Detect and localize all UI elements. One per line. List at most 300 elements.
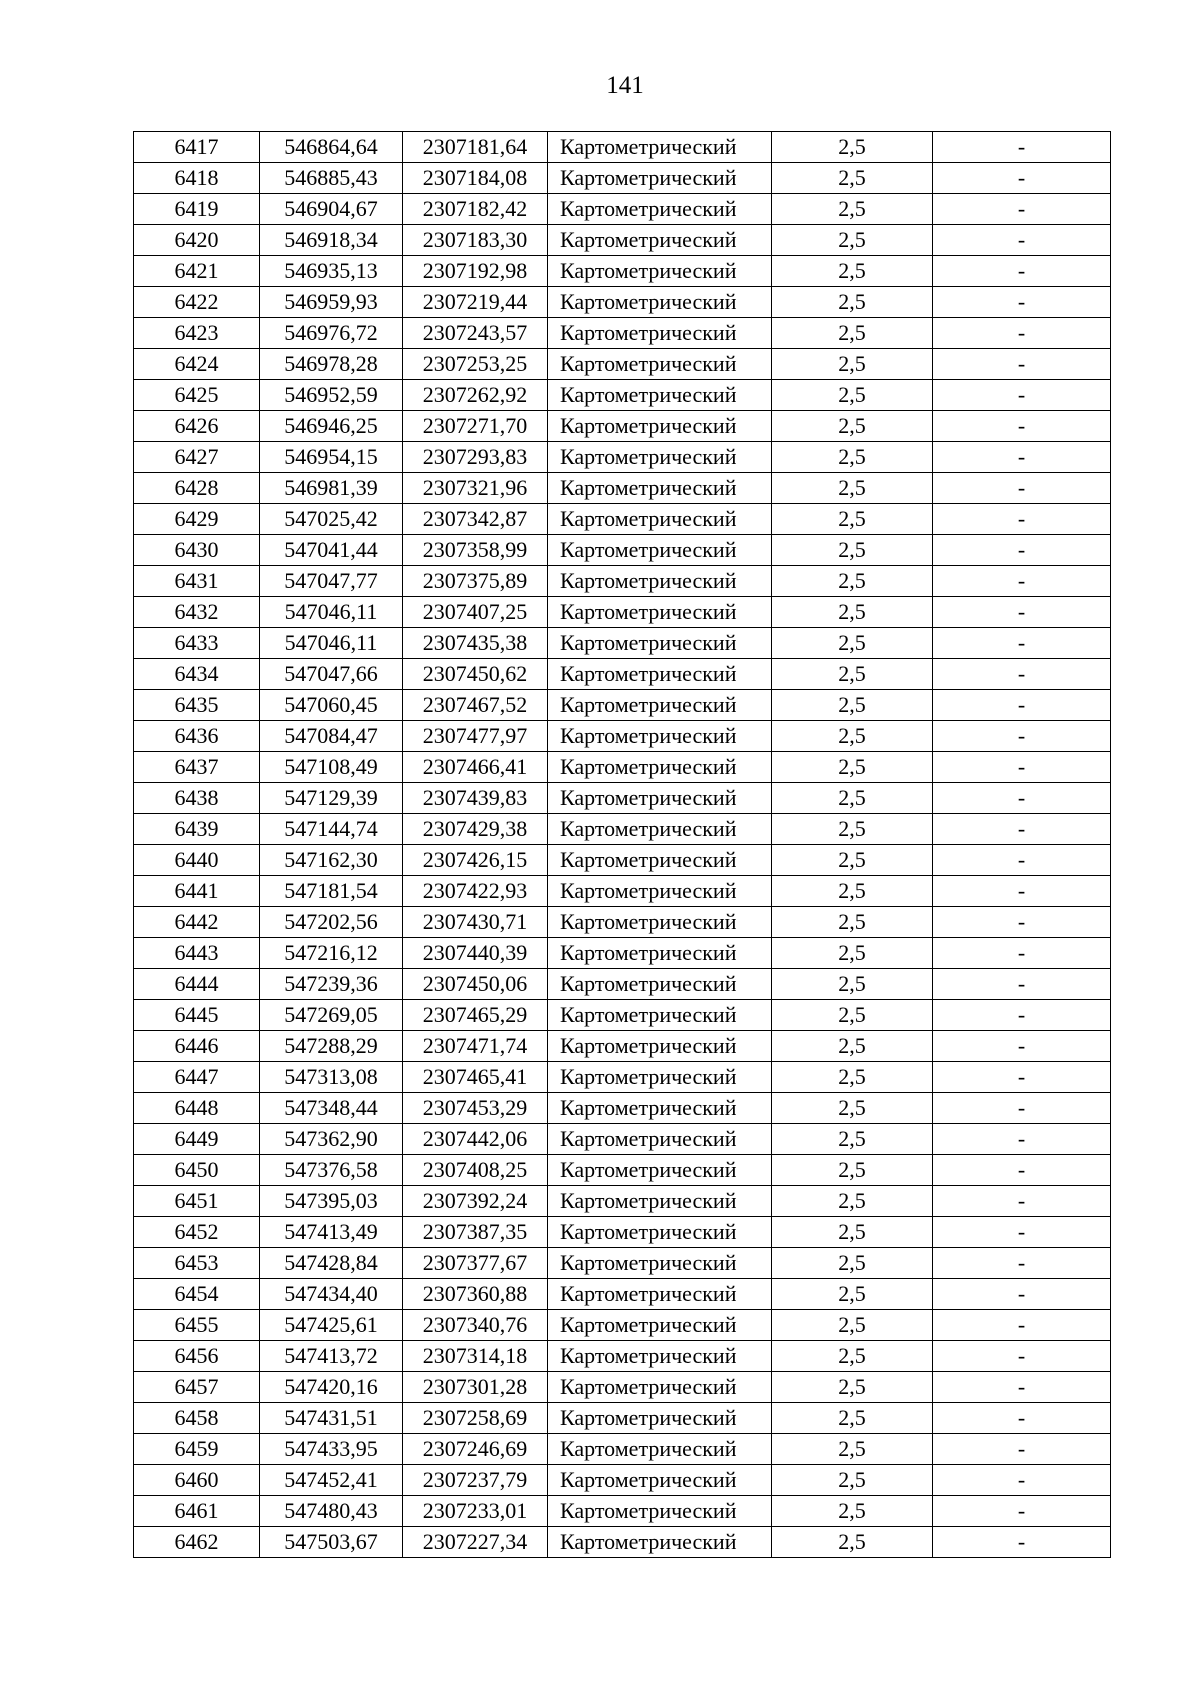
note-cell: -	[933, 194, 1111, 225]
x-coordinate-cell: 547144,74	[260, 814, 403, 845]
table-row	[134, 1341, 1111, 1372]
table-row	[134, 1310, 1111, 1341]
y-coordinate-cell: 2307262,92	[403, 380, 548, 411]
table-row	[134, 1527, 1111, 1558]
y-coordinate-cell: 2307407,25	[403, 597, 548, 628]
y-coordinate-cell: 2307466,41	[403, 752, 548, 783]
method-cell: Картометрический	[548, 597, 772, 628]
y-coordinate-cell: 2307375,89	[403, 566, 548, 597]
point-number-cell: 6435	[134, 690, 260, 721]
note-cell: -	[933, 1124, 1111, 1155]
point-number-cell: 6429	[134, 504, 260, 535]
table-row	[134, 907, 1111, 938]
accuracy-cell: 2,5	[772, 1186, 933, 1217]
note-cell: -	[933, 1310, 1111, 1341]
x-coordinate-cell: 547046,11	[260, 597, 403, 628]
y-coordinate-cell: 2307182,42	[403, 194, 548, 225]
method-cell: Картометрический	[548, 907, 772, 938]
note-cell: -	[933, 1465, 1111, 1496]
note-cell: -	[933, 752, 1111, 783]
note-cell: -	[933, 1217, 1111, 1248]
table-row	[134, 845, 1111, 876]
x-coordinate-cell: 546904,67	[260, 194, 403, 225]
method-cell: Картометрический	[548, 1155, 772, 1186]
table-row	[134, 194, 1111, 225]
method-cell: Картометрический	[548, 814, 772, 845]
note-cell: -	[933, 1527, 1111, 1558]
table-row	[134, 225, 1111, 256]
accuracy-cell: 2,5	[772, 225, 933, 256]
point-number-cell: 6446	[134, 1031, 260, 1062]
note-cell: -	[933, 1000, 1111, 1031]
method-cell: Картометрический	[548, 721, 772, 752]
x-coordinate-cell: 547420,16	[260, 1372, 403, 1403]
x-coordinate-cell: 546885,43	[260, 163, 403, 194]
method-cell: Картометрический	[548, 969, 772, 1000]
note-cell: -	[933, 1279, 1111, 1310]
note-cell: -	[933, 1434, 1111, 1465]
x-coordinate-cell: 547425,61	[260, 1310, 403, 1341]
y-coordinate-cell: 2307450,62	[403, 659, 548, 690]
point-number-cell: 6439	[134, 814, 260, 845]
accuracy-cell: 2,5	[772, 628, 933, 659]
point-number-cell: 6442	[134, 907, 260, 938]
accuracy-cell: 2,5	[772, 1062, 933, 1093]
point-number-cell: 6449	[134, 1124, 260, 1155]
y-coordinate-cell: 2307440,39	[403, 938, 548, 969]
table-row	[134, 1062, 1111, 1093]
y-coordinate-cell: 2307467,52	[403, 690, 548, 721]
x-coordinate-cell: 546981,39	[260, 473, 403, 504]
y-coordinate-cell: 2307184,08	[403, 163, 548, 194]
y-coordinate-cell: 2307465,29	[403, 1000, 548, 1031]
method-cell: Картометрический	[548, 938, 772, 969]
x-coordinate-cell: 547108,49	[260, 752, 403, 783]
accuracy-cell: 2,5	[772, 1000, 933, 1031]
accuracy-cell: 2,5	[772, 876, 933, 907]
note-cell: -	[933, 783, 1111, 814]
table-row	[134, 411, 1111, 442]
accuracy-cell: 2,5	[772, 318, 933, 349]
table-row	[134, 473, 1111, 504]
note-cell: -	[933, 690, 1111, 721]
accuracy-cell: 2,5	[772, 1124, 933, 1155]
point-number-cell: 6432	[134, 597, 260, 628]
note-cell: -	[933, 225, 1111, 256]
table-row	[134, 1093, 1111, 1124]
method-cell: Картометрический	[548, 1496, 772, 1527]
x-coordinate-cell: 547047,77	[260, 566, 403, 597]
x-coordinate-cell: 547288,29	[260, 1031, 403, 1062]
coordinates-table-body	[134, 132, 1111, 1558]
accuracy-cell: 2,5	[772, 1372, 933, 1403]
note-cell: -	[933, 1186, 1111, 1217]
method-cell: Картометрический	[548, 1434, 772, 1465]
y-coordinate-cell: 2307442,06	[403, 1124, 548, 1155]
method-cell: Картометрический	[548, 783, 772, 814]
x-coordinate-cell: 547376,58	[260, 1155, 403, 1186]
y-coordinate-cell: 2307219,44	[403, 287, 548, 318]
method-cell: Картометрический	[548, 411, 772, 442]
x-coordinate-cell: 547084,47	[260, 721, 403, 752]
accuracy-cell: 2,5	[772, 814, 933, 845]
point-number-cell: 6452	[134, 1217, 260, 1248]
x-coordinate-cell: 546935,13	[260, 256, 403, 287]
point-number-cell: 6447	[134, 1062, 260, 1093]
table-row	[134, 535, 1111, 566]
table-row	[134, 1217, 1111, 1248]
table-row	[134, 349, 1111, 380]
table-row	[134, 938, 1111, 969]
accuracy-cell: 2,5	[772, 287, 933, 318]
table-row	[134, 659, 1111, 690]
method-cell: Картометрический	[548, 845, 772, 876]
y-coordinate-cell: 2307258,69	[403, 1403, 548, 1434]
accuracy-cell: 2,5	[772, 349, 933, 380]
x-coordinate-cell: 547239,36	[260, 969, 403, 1000]
table-row	[134, 690, 1111, 721]
y-coordinate-cell: 2307301,28	[403, 1372, 548, 1403]
point-number-cell: 6457	[134, 1372, 260, 1403]
note-cell: -	[933, 256, 1111, 287]
table-row	[134, 1155, 1111, 1186]
note-cell: -	[933, 535, 1111, 566]
accuracy-cell: 2,5	[772, 1527, 933, 1558]
y-coordinate-cell: 2307392,24	[403, 1186, 548, 1217]
method-cell: Картометрический	[548, 659, 772, 690]
x-coordinate-cell: 547041,44	[260, 535, 403, 566]
accuracy-cell: 2,5	[772, 907, 933, 938]
accuracy-cell: 2,5	[772, 163, 933, 194]
note-cell: -	[933, 814, 1111, 845]
method-cell: Картометрический	[548, 1527, 772, 1558]
note-cell: -	[933, 1031, 1111, 1062]
accuracy-cell: 2,5	[772, 1031, 933, 1062]
x-coordinate-cell: 546959,93	[260, 287, 403, 318]
method-cell: Картометрический	[548, 1372, 772, 1403]
point-number-cell: 6433	[134, 628, 260, 659]
method-cell: Картометрический	[548, 876, 772, 907]
table-row	[134, 1496, 1111, 1527]
accuracy-cell: 2,5	[772, 969, 933, 1000]
point-number-cell: 6420	[134, 225, 260, 256]
point-number-cell: 6458	[134, 1403, 260, 1434]
method-cell: Картометрический	[548, 1217, 772, 1248]
accuracy-cell: 2,5	[772, 1434, 933, 1465]
accuracy-cell: 2,5	[772, 132, 933, 163]
point-number-cell: 6455	[134, 1310, 260, 1341]
point-number-cell: 6434	[134, 659, 260, 690]
note-cell: -	[933, 628, 1111, 659]
accuracy-cell: 2,5	[772, 1248, 933, 1279]
method-cell: Картометрический	[548, 1248, 772, 1279]
point-number-cell: 6422	[134, 287, 260, 318]
y-coordinate-cell: 2307321,96	[403, 473, 548, 504]
note-cell: -	[933, 132, 1111, 163]
y-coordinate-cell: 2307465,41	[403, 1062, 548, 1093]
note-cell: -	[933, 876, 1111, 907]
method-cell: Картометрический	[548, 318, 772, 349]
x-coordinate-cell: 547060,45	[260, 690, 403, 721]
y-coordinate-cell: 2307430,71	[403, 907, 548, 938]
method-cell: Картометрический	[548, 380, 772, 411]
accuracy-cell: 2,5	[772, 938, 933, 969]
note-cell: -	[933, 163, 1111, 194]
x-coordinate-cell: 547452,41	[260, 1465, 403, 1496]
note-cell: -	[933, 1341, 1111, 1372]
method-cell: Картометрический	[548, 566, 772, 597]
y-coordinate-cell: 2307422,93	[403, 876, 548, 907]
x-coordinate-cell: 546946,25	[260, 411, 403, 442]
point-number-cell: 6428	[134, 473, 260, 504]
method-cell: Картометрический	[548, 752, 772, 783]
x-coordinate-cell: 547202,56	[260, 907, 403, 938]
note-cell: -	[933, 1093, 1111, 1124]
accuracy-cell: 2,5	[772, 597, 933, 628]
point-number-cell: 6441	[134, 876, 260, 907]
point-number-cell: 6431	[134, 566, 260, 597]
table-row	[134, 597, 1111, 628]
accuracy-cell: 2,5	[772, 256, 933, 287]
x-coordinate-cell: 547025,42	[260, 504, 403, 535]
method-cell: Картометрический	[548, 1031, 772, 1062]
table-row	[134, 504, 1111, 535]
point-number-cell: 6425	[134, 380, 260, 411]
y-coordinate-cell: 2307181,64	[403, 132, 548, 163]
y-coordinate-cell: 2307358,99	[403, 535, 548, 566]
accuracy-cell: 2,5	[772, 1310, 933, 1341]
note-cell: -	[933, 504, 1111, 535]
x-coordinate-cell: 546918,34	[260, 225, 403, 256]
accuracy-cell: 2,5	[772, 535, 933, 566]
table-row	[134, 969, 1111, 1000]
accuracy-cell: 2,5	[772, 752, 933, 783]
note-cell: -	[933, 411, 1111, 442]
note-cell: -	[933, 566, 1111, 597]
note-cell: -	[933, 1372, 1111, 1403]
x-coordinate-cell: 547413,49	[260, 1217, 403, 1248]
point-number-cell: 6461	[134, 1496, 260, 1527]
point-number-cell: 6443	[134, 938, 260, 969]
accuracy-cell: 2,5	[772, 566, 933, 597]
coordinates-table	[133, 131, 1111, 1558]
accuracy-cell: 2,5	[772, 411, 933, 442]
y-coordinate-cell: 2307387,35	[403, 1217, 548, 1248]
note-cell: -	[933, 318, 1111, 349]
method-cell: Картометрический	[548, 535, 772, 566]
method-cell: Картометрический	[548, 287, 772, 318]
point-number-cell: 6454	[134, 1279, 260, 1310]
x-coordinate-cell: 547047,66	[260, 659, 403, 690]
x-coordinate-cell: 547431,51	[260, 1403, 403, 1434]
table-row	[134, 876, 1111, 907]
method-cell: Картометрический	[548, 1186, 772, 1217]
note-cell: -	[933, 442, 1111, 473]
table-row	[134, 1031, 1111, 1062]
note-cell: -	[933, 1496, 1111, 1527]
method-cell: Картометрический	[548, 504, 772, 535]
point-number-cell: 6436	[134, 721, 260, 752]
table-row	[134, 132, 1111, 163]
point-number-cell: 6417	[134, 132, 260, 163]
accuracy-cell: 2,5	[772, 442, 933, 473]
method-cell: Картометрический	[548, 1465, 772, 1496]
point-number-cell: 6459	[134, 1434, 260, 1465]
method-cell: Картометрический	[548, 1124, 772, 1155]
accuracy-cell: 2,5	[772, 1217, 933, 1248]
x-coordinate-cell: 547046,11	[260, 628, 403, 659]
table-row	[134, 721, 1111, 752]
x-coordinate-cell: 547129,39	[260, 783, 403, 814]
y-coordinate-cell: 2307233,01	[403, 1496, 548, 1527]
method-cell: Картометрический	[548, 256, 772, 287]
x-coordinate-cell: 546978,28	[260, 349, 403, 380]
note-cell: -	[933, 380, 1111, 411]
y-coordinate-cell: 2307342,87	[403, 504, 548, 535]
method-cell: Картометрический	[548, 1310, 772, 1341]
table-row	[134, 256, 1111, 287]
point-number-cell: 6421	[134, 256, 260, 287]
x-coordinate-cell: 547428,84	[260, 1248, 403, 1279]
method-cell: Картометрический	[548, 473, 772, 504]
note-cell: -	[933, 473, 1111, 504]
method-cell: Картометрический	[548, 163, 772, 194]
accuracy-cell: 2,5	[772, 1496, 933, 1527]
y-coordinate-cell: 2307360,88	[403, 1279, 548, 1310]
x-coordinate-cell: 546864,64	[260, 132, 403, 163]
y-coordinate-cell: 2307237,79	[403, 1465, 548, 1496]
method-cell: Картометрический	[548, 1403, 772, 1434]
y-coordinate-cell: 2307377,67	[403, 1248, 548, 1279]
y-coordinate-cell: 2307408,25	[403, 1155, 548, 1186]
y-coordinate-cell: 2307253,25	[403, 349, 548, 380]
y-coordinate-cell: 2307450,06	[403, 969, 548, 1000]
x-coordinate-cell: 547269,05	[260, 1000, 403, 1031]
table-row	[134, 442, 1111, 473]
method-cell: Картометрический	[548, 1062, 772, 1093]
note-cell: -	[933, 1403, 1111, 1434]
y-coordinate-cell: 2307429,38	[403, 814, 548, 845]
point-number-cell: 6427	[134, 442, 260, 473]
accuracy-cell: 2,5	[772, 721, 933, 752]
y-coordinate-cell: 2307243,57	[403, 318, 548, 349]
table-row	[134, 1000, 1111, 1031]
x-coordinate-cell: 546952,59	[260, 380, 403, 411]
point-number-cell: 6451	[134, 1186, 260, 1217]
point-number-cell: 6450	[134, 1155, 260, 1186]
table-row	[134, 1279, 1111, 1310]
accuracy-cell: 2,5	[772, 194, 933, 225]
table-row	[134, 783, 1111, 814]
x-coordinate-cell: 546954,15	[260, 442, 403, 473]
note-cell: -	[933, 1155, 1111, 1186]
x-coordinate-cell: 547434,40	[260, 1279, 403, 1310]
table-row	[134, 1186, 1111, 1217]
x-coordinate-cell: 546976,72	[260, 318, 403, 349]
point-number-cell: 6448	[134, 1093, 260, 1124]
table-row	[134, 1465, 1111, 1496]
note-cell: -	[933, 287, 1111, 318]
x-coordinate-cell: 547395,03	[260, 1186, 403, 1217]
method-cell: Картометрический	[548, 628, 772, 659]
method-cell: Картометрический	[548, 132, 772, 163]
x-coordinate-cell: 547480,43	[260, 1496, 403, 1527]
note-cell: -	[933, 938, 1111, 969]
note-cell: -	[933, 969, 1111, 1000]
table-row	[134, 1434, 1111, 1465]
table-row	[134, 163, 1111, 194]
table-row	[134, 1403, 1111, 1434]
accuracy-cell: 2,5	[772, 1279, 933, 1310]
table-row	[134, 380, 1111, 411]
accuracy-cell: 2,5	[772, 1093, 933, 1124]
accuracy-cell: 2,5	[772, 1341, 933, 1372]
accuracy-cell: 2,5	[772, 504, 933, 535]
y-coordinate-cell: 2307293,83	[403, 442, 548, 473]
accuracy-cell: 2,5	[772, 845, 933, 876]
note-cell: -	[933, 1248, 1111, 1279]
y-coordinate-cell: 2307477,97	[403, 721, 548, 752]
y-coordinate-cell: 2307453,29	[403, 1093, 548, 1124]
point-number-cell: 6440	[134, 845, 260, 876]
x-coordinate-cell: 547413,72	[260, 1341, 403, 1372]
y-coordinate-cell: 2307471,74	[403, 1031, 548, 1062]
table-row	[134, 1124, 1111, 1155]
point-number-cell: 6430	[134, 535, 260, 566]
y-coordinate-cell: 2307340,76	[403, 1310, 548, 1341]
x-coordinate-cell: 547433,95	[260, 1434, 403, 1465]
x-coordinate-cell: 547181,54	[260, 876, 403, 907]
x-coordinate-cell: 547503,67	[260, 1527, 403, 1558]
note-cell: -	[933, 1062, 1111, 1093]
accuracy-cell: 2,5	[772, 659, 933, 690]
method-cell: Картометрический	[548, 690, 772, 721]
x-coordinate-cell: 547162,30	[260, 845, 403, 876]
method-cell: Картометрический	[548, 1341, 772, 1372]
method-cell: Картометрический	[548, 1279, 772, 1310]
y-coordinate-cell: 2307192,98	[403, 256, 548, 287]
method-cell: Картометрический	[548, 225, 772, 256]
table-row	[134, 814, 1111, 845]
point-number-cell: 6445	[134, 1000, 260, 1031]
accuracy-cell: 2,5	[772, 1465, 933, 1496]
accuracy-cell: 2,5	[772, 690, 933, 721]
y-coordinate-cell: 2307426,15	[403, 845, 548, 876]
table-row	[134, 628, 1111, 659]
y-coordinate-cell: 2307227,34	[403, 1527, 548, 1558]
y-coordinate-cell: 2307271,70	[403, 411, 548, 442]
point-number-cell: 6456	[134, 1341, 260, 1372]
x-coordinate-cell: 547313,08	[260, 1062, 403, 1093]
note-cell: -	[933, 721, 1111, 752]
table-row	[134, 1248, 1111, 1279]
method-cell: Картометрический	[548, 442, 772, 473]
y-coordinate-cell: 2307246,69	[403, 1434, 548, 1465]
point-number-cell: 6426	[134, 411, 260, 442]
table-row	[134, 287, 1111, 318]
accuracy-cell: 2,5	[772, 380, 933, 411]
note-cell: -	[933, 349, 1111, 380]
point-number-cell: 6460	[134, 1465, 260, 1496]
method-cell: Картометрический	[548, 1093, 772, 1124]
point-number-cell: 6444	[134, 969, 260, 1000]
accuracy-cell: 2,5	[772, 783, 933, 814]
point-number-cell: 6437	[134, 752, 260, 783]
method-cell: Картометрический	[548, 1000, 772, 1031]
point-number-cell: 6418	[134, 163, 260, 194]
method-cell: Картометрический	[548, 349, 772, 380]
note-cell: -	[933, 659, 1111, 690]
